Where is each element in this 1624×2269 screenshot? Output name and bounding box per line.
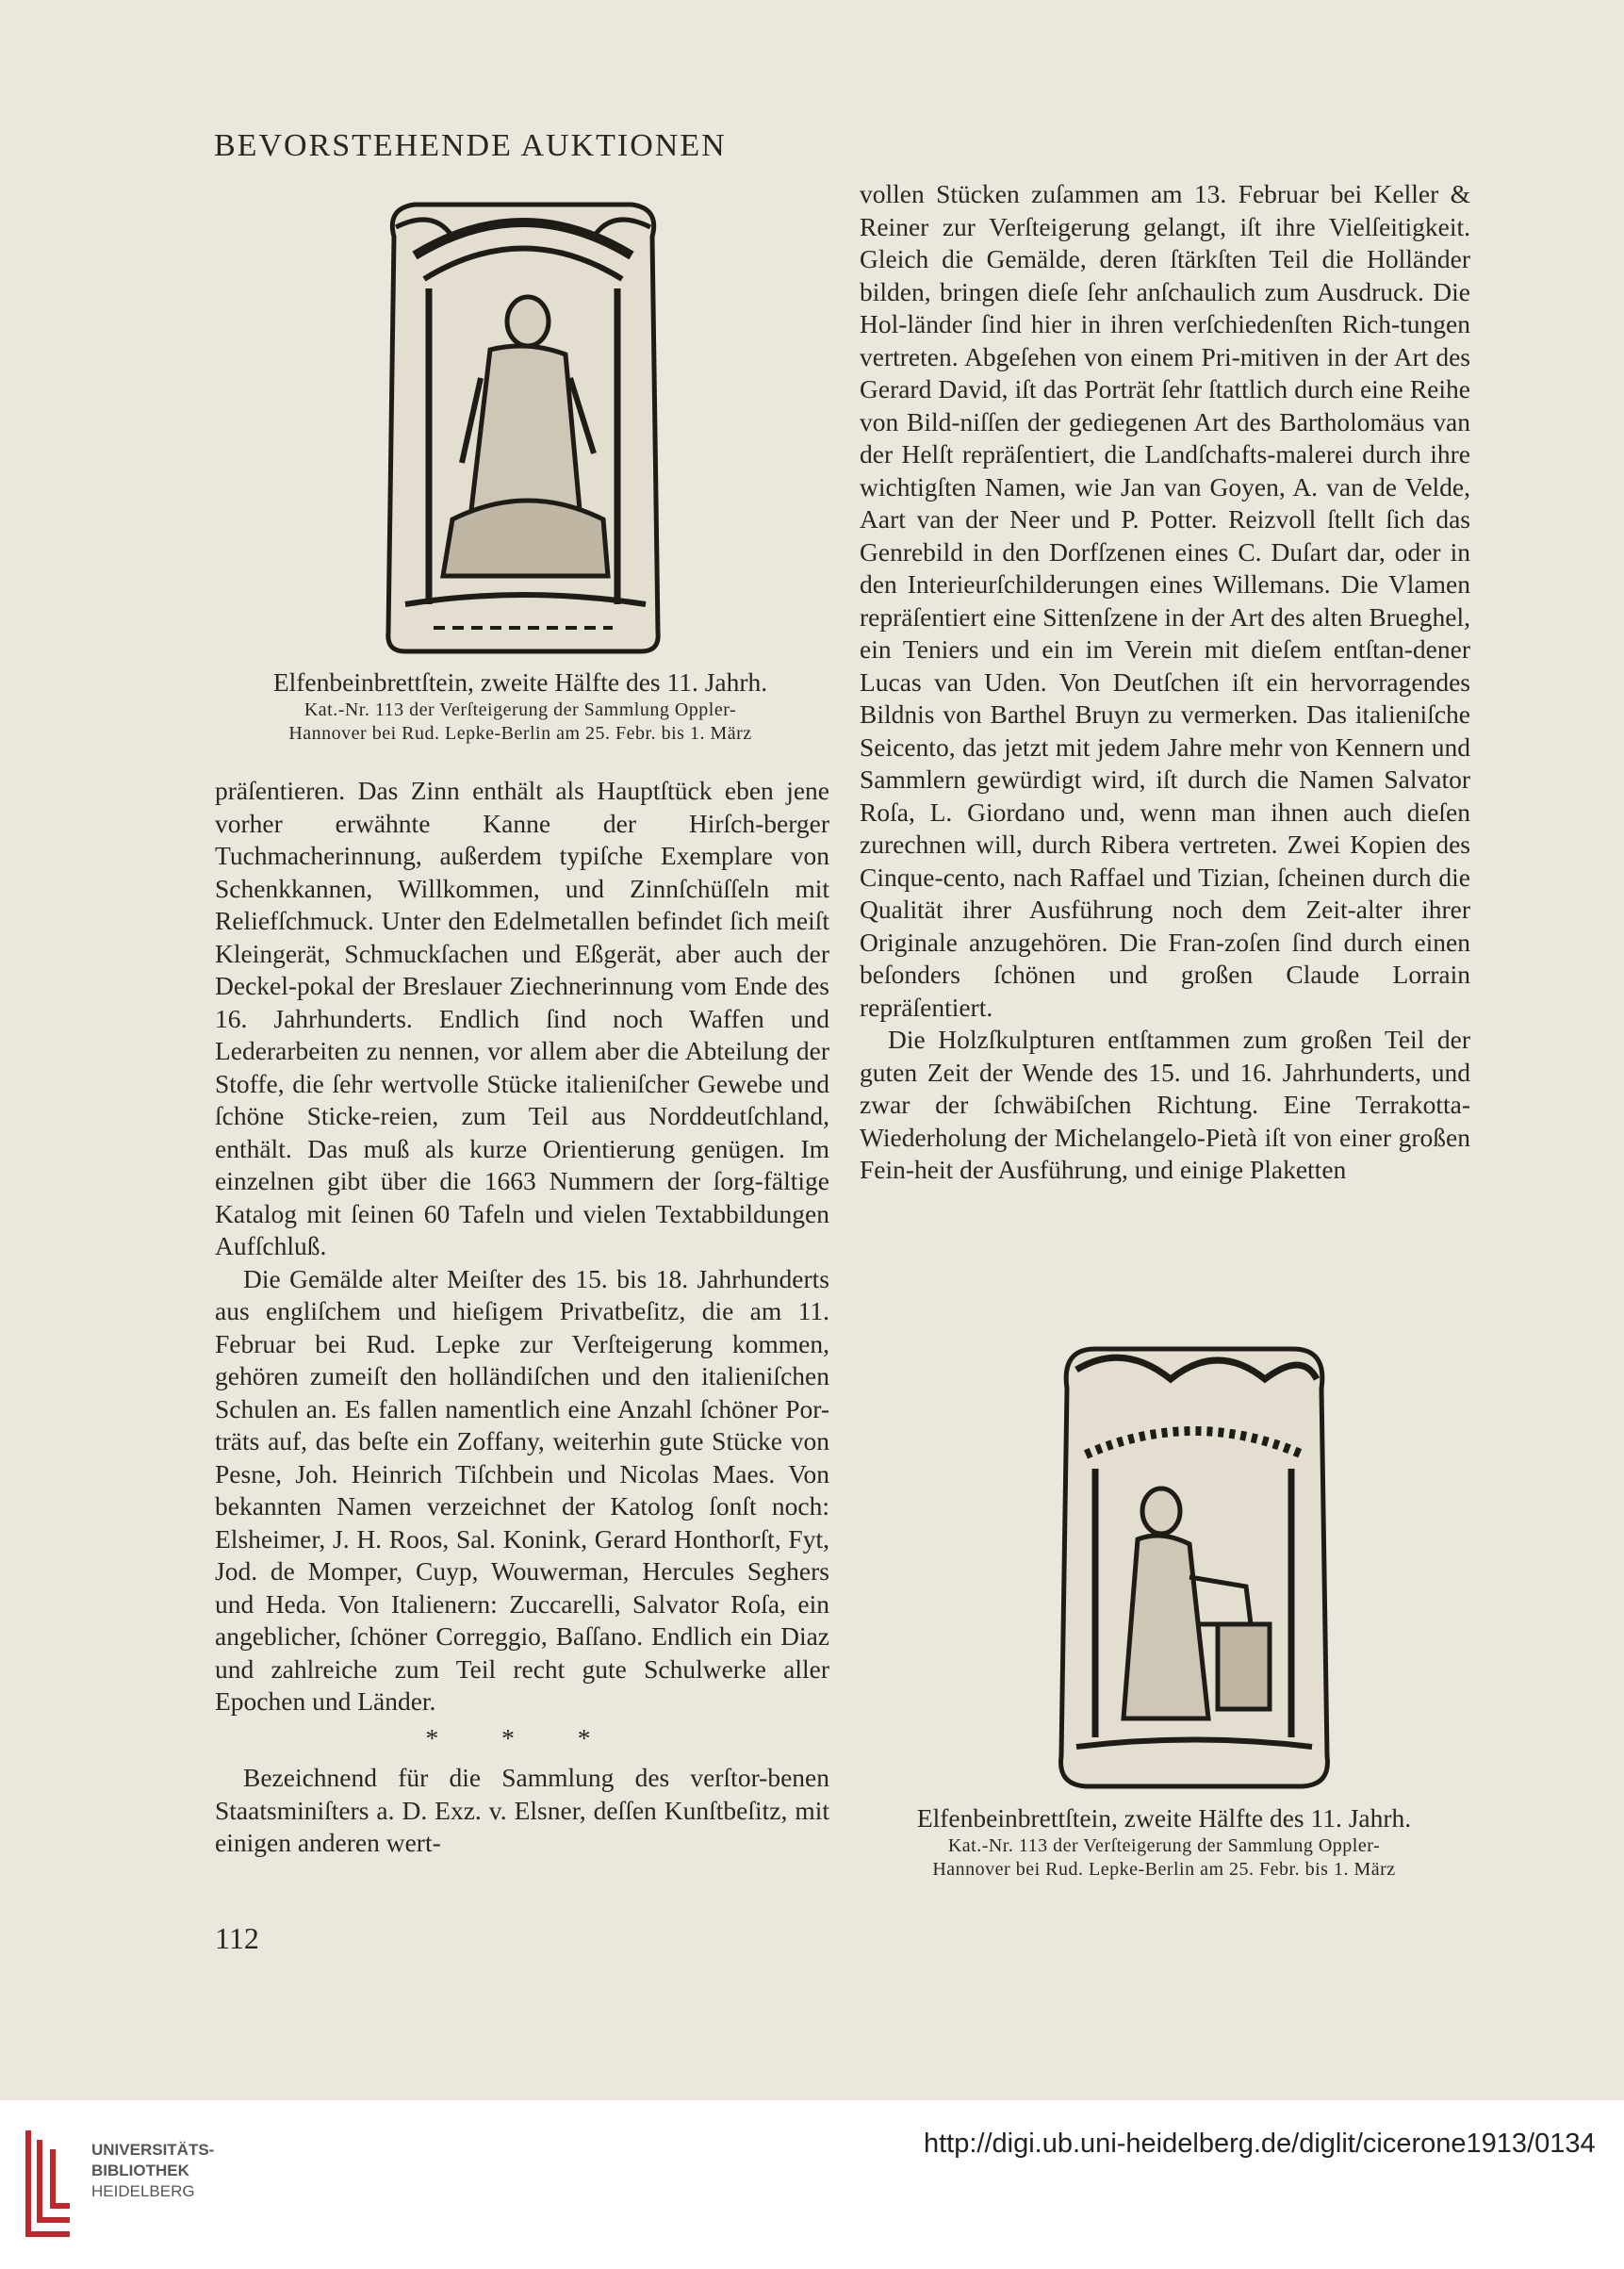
university-library-logo-icon — [21, 2121, 77, 2244]
right-text-column — [860, 178, 1470, 1187]
caption-title: Elfenbeinbrettſtein, zweite Hälfte des 11. Jahrh. — [272, 667, 768, 697]
library-name-line: BIBLIOTHEK — [91, 2162, 189, 2179]
library-name-line: UNIVERSITÄTS- — [91, 2141, 215, 2159]
paragraph: Bezeichnend für die Sammlung des verſtor-benen Staatsminiſters a. D. Exz. v. Elsner, deſſen Kunſtbeſitz, mit einigen anderen wert- — [215, 1763, 829, 1857]
left-text-column — [215, 775, 829, 1860]
paragraph: präſentieren. Das Zinn enthält als Hauptſtück eben jene vorher erwähnte Kanne der Hirſch-berger Tuchmacherinnung, außerdem typiſche Exemplare von Schenkkannen, Willkommen, und Zinnſchüſſeln mit Reliefſchmuck. Unter den Edelmetallen befindet ſich meiſt Kleingerät, Schmuckſachen und Eßgerät, aber auch der Deckel-pokal der Breslauer Ziechnerinnung vom Ende des 16. Jahrhunderts. Endlich ſind noch Waffen und Lederarbeiten zu nennen, vor allem aber die Abteilung der Stoffe, die ſehr wertvolle Stücke italieniſcher Gewebe und ſchöne Sticke-reien, zum Teil aus Norddeutſchland, enthält. Das muß als kurze Orientierung genügen. Im einzelnen gibt über die 1663 Nummern der ſorg-fältige Katalog mit ſeinen 60 Tafeln und vielen Textabbildungen Aufſchluß. — [215, 776, 829, 1260]
paragraph: Die Gemälde alter Meiſter des 15. bis 18. Jahrhunderts aus engliſchem und hieſigem Privatbeſitz, die am 11. Februar bei Rud. Lepke zur Verſteigerung kommen, gehören zumeiſt den holländiſchen und den italieniſchen Schulen an. Es fallen namentlich eine Anzahl ſchöner Por-träts auf, das beſte ein Zoffany, weiterhin gute Stücke von Pesne, Joh. Heinrich Tiſchbein und Nicolas Maes. Von bekannten Namen verzeichnet der Katolog ſonſt noch: Elsheimer, J. H. Roos, Sal. Konink, Gerard Honthorſt, Fyt, Jod. de Momper, Cuyp, Wouwerman, Hercules Seghers und Heda. Von Italienern: Zuccarelli, Salvator Roſa, ein angeblicher, ſchöner Correggio, Baſſano. Endlich ein Diaz und zahlreiche zum Teil recht gute Schulwerke aller Epochen und Länder. — [215, 1263, 829, 1716]
library-name — [91, 2140, 214, 2202]
page-number: 112 — [215, 1921, 259, 1955]
footer-bar — [0, 2100, 1624, 2269]
paragraph: Die Holzſkulpturen entſtammen zum großen Teil der guten Zeit der Wende des 15. und 16. Jahrhunderts, und zwar der ſchwäbiſchen Richtung. Eine Terrakotta-Wiederholung der Michelangelo-Pietà iſt von einer großen Fein-heit der Ausführung, und einige Plaketten — [860, 1025, 1470, 1184]
caption-detail: Hannover bei Rud. Lepke-Berlin am 25. Febr. bis 1. März — [932, 1859, 1396, 1880]
running-head: BEVORSTEHENDE AUKTIONEN — [214, 128, 727, 163]
section-separator: * * * — [425, 1722, 619, 1752]
caption-title: Elfenbeinbrettſtein, zweite Hälfte des 11. Jahrh. — [916, 1803, 1412, 1833]
caption-detail: Hannover bei Rud. Lepke-Berlin am 25. Febr. bis 1. März — [288, 723, 752, 744]
figure-1-caption — [209, 666, 831, 746]
library-name-line: HEIDELBERG — [91, 2182, 195, 2200]
caption-detail: Kat.-Nr. 113 der Verſteigerung der Sammlung Oppler- — [947, 1835, 1381, 1856]
caption-detail: Kat.-Nr. 113 der Verſteigerung der Sammlung Oppler- — [303, 699, 737, 720]
source-url-link[interactable]: http://digi.ub.uni-heidelberg.de/diglit/cicerone1913/0134 — [924, 2129, 1596, 2159]
ivory-gamepiece-illustration-1 — [377, 199, 669, 656]
paragraph: vollen Stücken zuſammen am 13. Februar bei Keller & Reiner zur Verſteigerung gelangt, iſt ihre Vielſeitigkeit. Gleich die Gemälde, deren ſtärkſten Teil die Holländer bilden, bringen dieſe ſehr anſchaulich zum Ausdruck. Die Hol-länder ſind hier in ihren verſchiedenſten Rich-tungen vertreten. Abgeſehen von einem Pri-mitiven in der Art des Gerard David, iſt das Porträt ſehr ſtattlich durch eine Reihe von Bild-niſſen der gediegenen Art des Bartholomäus van der Helſt repräſentiert, die Landſchafts-malerei durch ihre wichtigſten Namen, wie Jan van Goyen, A. van de Velde, Aart van der Neer und P. Potter. Reizvoll ſtellt ſich das Genrebild in den Dorfſzenen eines C. Duſart dar, oder in den Interieurſchilderungen eines Willemans. Die Vlamen repräſentiert eine Sittenſzene in der Art des alten Brueghel, ein Teniers und ein im Verein mit dieſem entſtan-dener Lucas van Uden. Von Deutſchen iſt ein hervorragendes Bildnis von Barthel Bruyn zu vermerken. Das italieniſche Seicento, das jetzt mit jedem Jahre mehr von Kennern und Sammlern gewürdigt wird, iſt durch die Namen Salvator Roſa, L. Giordano und, wenn man ihnen auch dieſen zurechnen will, durch Ribera vertreten. Zwei Kopien des Cinque-cento, nach Raffael und Tizian, ſcheinen durch die Qualität ihrer Ausführung noch dem Zeit-alter ihrer Originale anzugehören. Die Fran-zoſen ſind durch einen beſonders ſchönen und großen Claude Lorrain repräſentiert. — [860, 179, 1470, 1022]
figure-2-caption — [853, 1802, 1475, 1882]
ivory-gamepiece-illustration-2 — [1048, 1341, 1338, 1792]
